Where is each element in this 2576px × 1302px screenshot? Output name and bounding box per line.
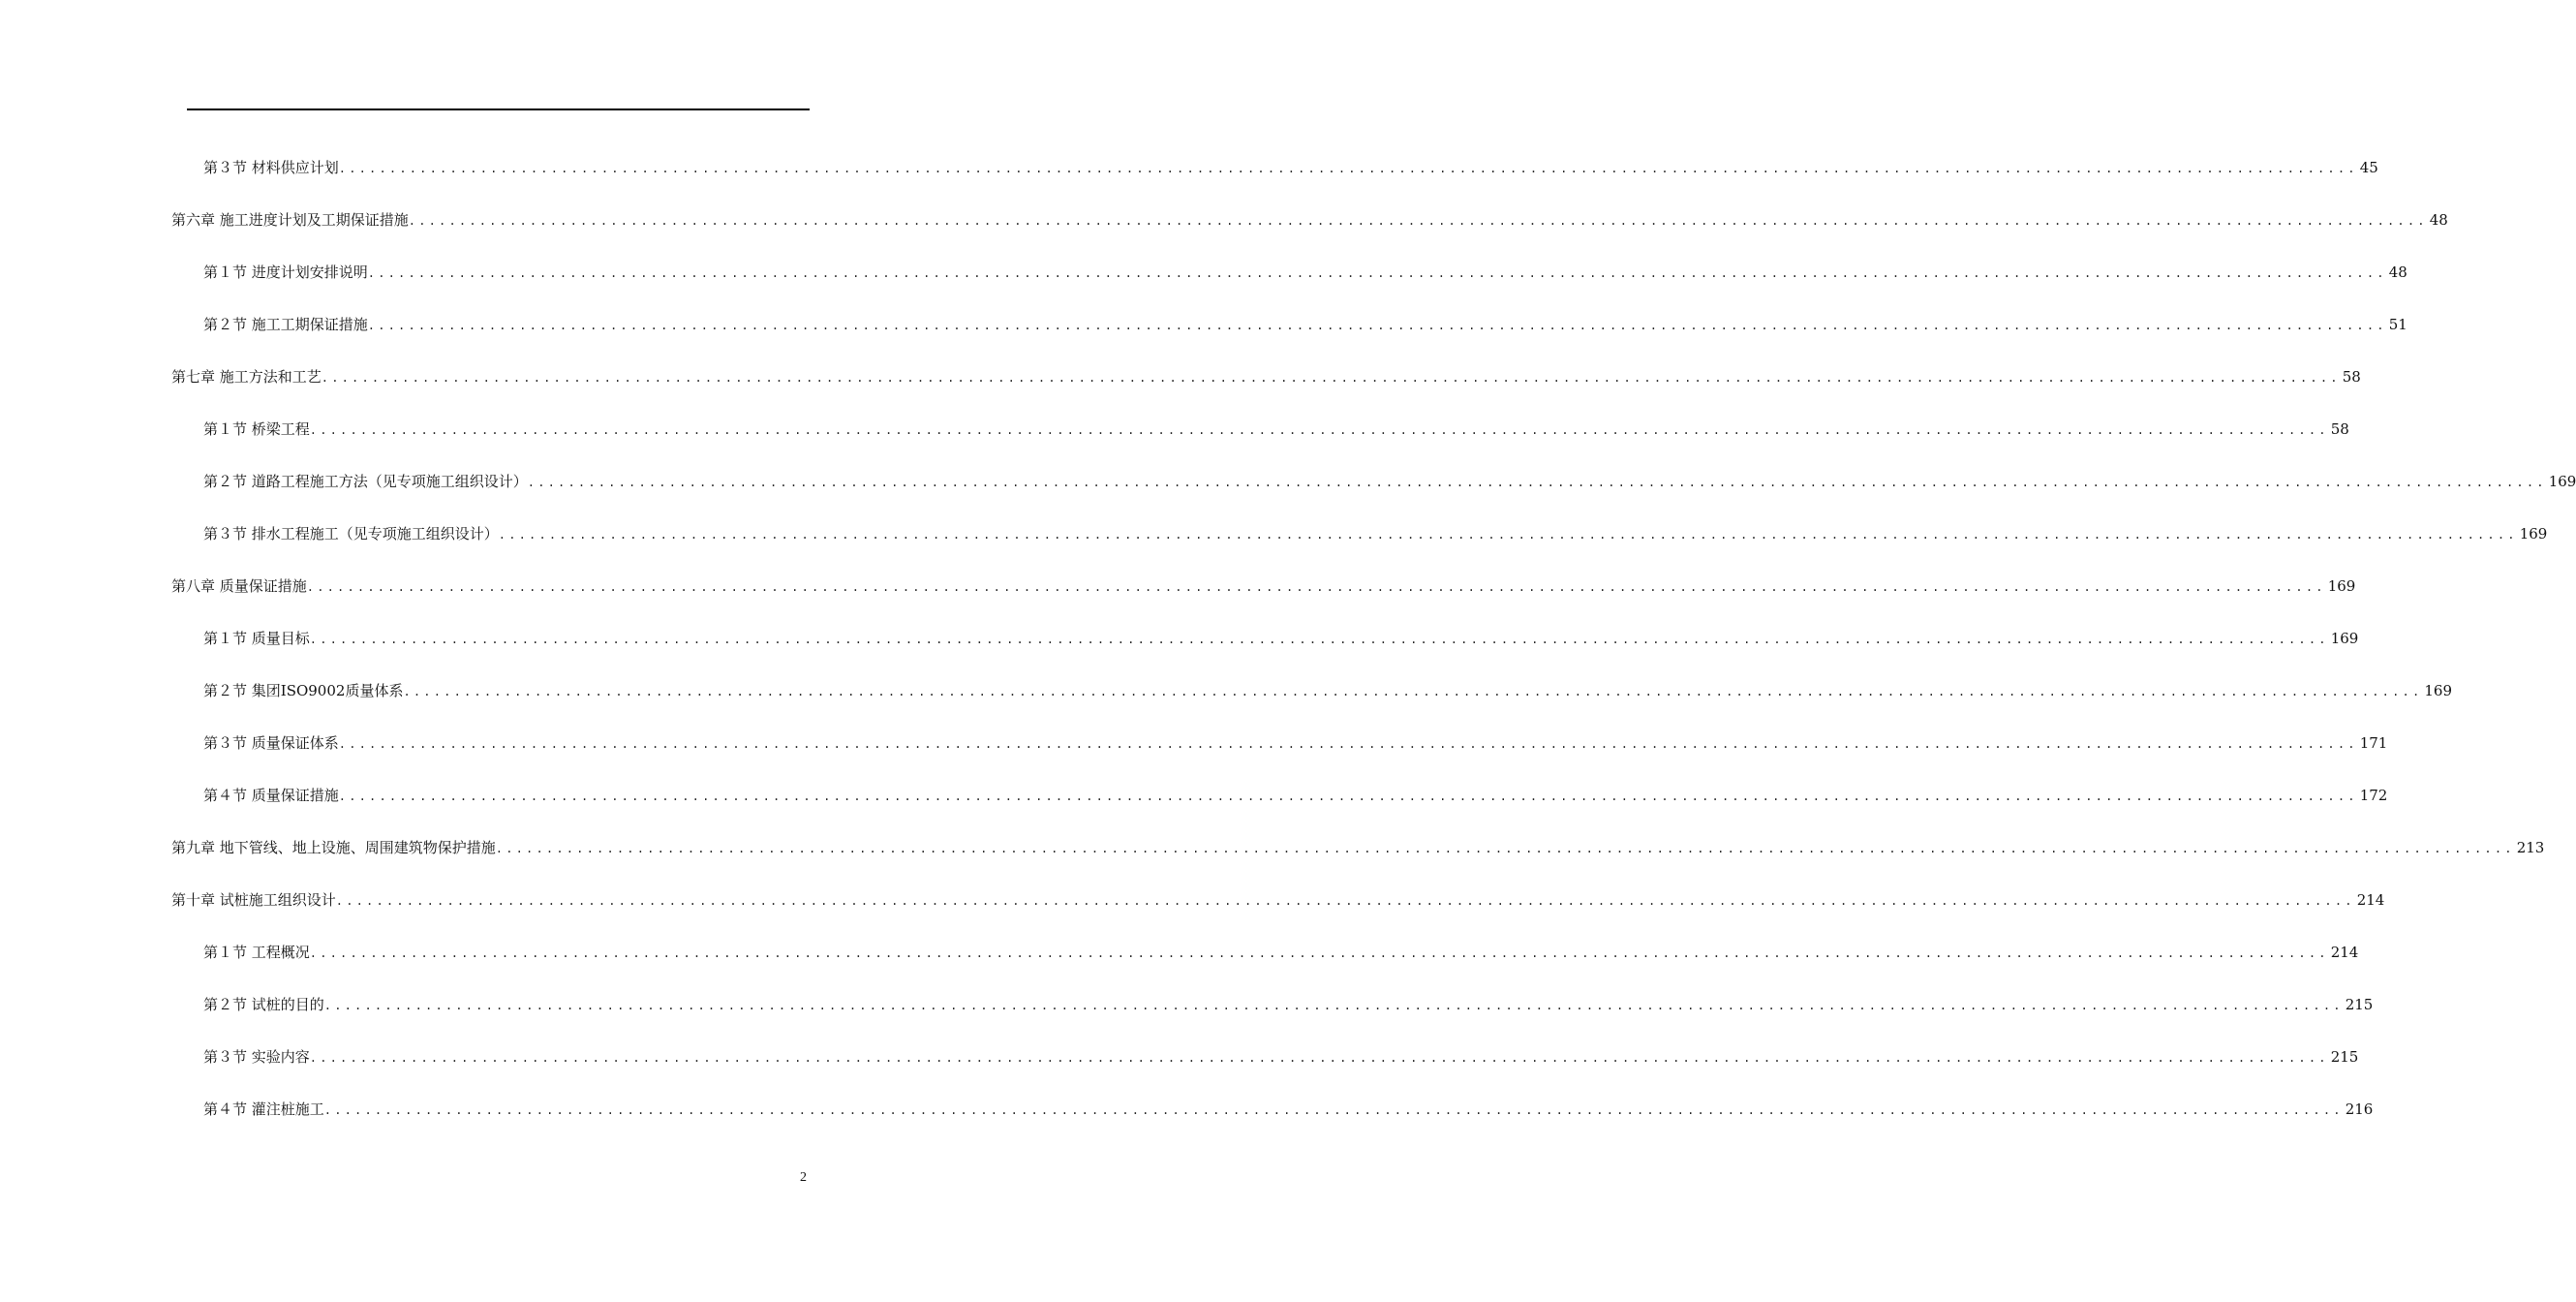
toc-entry-page: 58 xyxy=(2330,420,2349,438)
toc-entry-title: 第六章 施工进度计划及工期保证措施 xyxy=(171,211,409,229)
toc-entry-title: 第３节 排水工程施工（见专项施工组织设计） xyxy=(203,525,499,542)
toc-entry-title: 第七章 施工方法和工艺 xyxy=(171,368,322,386)
toc-dot-leader: ........................................................................................................................................................................................................ xyxy=(323,999,2344,1012)
toc-section-entry[interactable] xyxy=(203,627,2359,650)
toc-dot-leader: ........................................................................................................................................................................................................ xyxy=(309,423,2329,437)
toc-entry-page: 169 xyxy=(2519,525,2548,542)
toc-dot-leader: ........................................................................................................................................................................................................ xyxy=(527,476,2547,489)
toc-dot-leader: ........................................................................................................................................................................................................ xyxy=(367,266,2387,280)
toc-dot-leader: ........................................................................................................................................................................................................ xyxy=(338,790,2358,803)
toc-dot-leader: ........................................................................................................................................................................................................ xyxy=(338,162,2358,175)
toc-section-entry[interactable] xyxy=(203,261,2407,284)
toc-entry-page: 172 xyxy=(2359,787,2388,804)
toc-entry-page: 216 xyxy=(2345,1100,2374,1118)
toc-dot-leader: ........................................................................................................................................................................................................ xyxy=(309,946,2329,960)
toc-entry-page: 169 xyxy=(2330,630,2359,647)
toc-entry-page: 214 xyxy=(2330,944,2359,961)
toc-entry-page: 169 xyxy=(2424,682,2453,699)
toc-entry-page: 169 xyxy=(2327,577,2356,595)
toc-entry-page: 215 xyxy=(2345,996,2374,1013)
toc-entry-page: 213 xyxy=(2516,839,2545,856)
toc-chapter-entry[interactable] xyxy=(171,365,2361,388)
toc-entry-page: 51 xyxy=(2388,316,2407,333)
toc-chapter-entry[interactable] xyxy=(171,574,2356,598)
toc-section-entry[interactable] xyxy=(203,784,2388,807)
toc-section-entry[interactable] xyxy=(203,313,2407,336)
toc-section-entry[interactable] xyxy=(203,418,2349,441)
toc-entry-title: 第３节 质量保证体系 xyxy=(203,734,339,752)
toc-dot-leader: ........................................................................................................................................................................................................ xyxy=(495,842,2515,855)
toc-dot-leader: ........................................................................................................................................................................................................ xyxy=(338,737,2358,751)
toc-section-entry[interactable] xyxy=(203,156,2378,179)
toc-entry-page: 171 xyxy=(2359,734,2388,752)
toc-dot-leader: ........................................................................................................................................................................................................ xyxy=(309,633,2329,646)
toc-entry-page: 58 xyxy=(2342,368,2361,386)
toc-entry-page: 48 xyxy=(2388,264,2407,281)
toc-section-entry[interactable] xyxy=(203,522,2548,545)
toc-dot-leader: ........................................................................................................................................................................................................ xyxy=(367,319,2387,332)
toc-entry-page: 48 xyxy=(2429,211,2448,229)
toc-entry-title: 第３节 材料供应计划 xyxy=(203,159,339,176)
toc-chapter-entry[interactable] xyxy=(171,888,2385,912)
toc-section-entry[interactable] xyxy=(203,470,2576,493)
toc-entry-title: 第１节 工程概况 xyxy=(203,944,310,961)
toc-section-entry[interactable] xyxy=(203,1098,2374,1121)
toc-entry-page: 169 xyxy=(2548,473,2576,490)
toc-entry-title: 第４节 质量保证措施 xyxy=(203,787,339,804)
toc-section-entry[interactable] xyxy=(203,679,2453,702)
toc-entry-page: 45 xyxy=(2359,159,2378,176)
toc-entry-page: 214 xyxy=(2356,891,2385,909)
toc-section-entry[interactable] xyxy=(203,1045,2359,1069)
toc-section-entry[interactable] xyxy=(203,993,2374,1016)
toc-chapter-entry[interactable] xyxy=(171,836,2545,859)
toc-entry-title: 第４节 灌注桩施工 xyxy=(203,1100,324,1118)
toc-entry-page: 215 xyxy=(2330,1048,2359,1066)
toc-dot-leader: ........................................................................................................................................................................................................ xyxy=(323,1103,2344,1117)
toc-dot-leader: ........................................................................................................................................................................................................ xyxy=(321,371,2341,385)
toc-dot-leader: ........................................................................................................................................................................................................ xyxy=(408,214,2428,228)
toc-dot-leader: ........................................................................................................................................................................................................ xyxy=(309,1051,2329,1065)
toc-entry-title: 第２节 试桩的目的 xyxy=(203,996,324,1013)
toc-entry-title: 第八章 质量保证措施 xyxy=(171,577,307,595)
toc-entry-title: 第１节 桥梁工程 xyxy=(203,420,310,438)
toc-dot-leader: ........................................................................................................................................................................................................ xyxy=(335,894,2355,908)
toc-entry-title: 第１节 质量目标 xyxy=(203,630,310,647)
toc-entry-title: 第２节 施工工期保证措施 xyxy=(203,316,368,333)
toc-section-entry[interactable] xyxy=(203,941,2359,964)
toc-entry-title: 第２节 集团ISO9002质量体系 xyxy=(203,682,404,699)
header-rule xyxy=(187,108,810,110)
toc-dot-leader: ........................................................................................................................................................................................................ xyxy=(498,528,2518,542)
toc-section-entry[interactable] xyxy=(203,731,2388,755)
toc-entry-title: 第２节 道路工程施工方法（见专项施工组织设计） xyxy=(203,473,528,490)
toc-dot-leader: ........................................................................................................................................................................................................ xyxy=(403,685,2423,698)
toc-dot-leader: ........................................................................................................................................................................................................ xyxy=(306,580,2326,594)
toc-entry-title: 第十章 试桩施工组织设计 xyxy=(171,891,336,909)
toc-chapter-entry[interactable] xyxy=(171,208,2448,232)
toc-entry-title: 第九章 地下管线、地上设施、周围建筑物保护措施 xyxy=(171,839,496,856)
toc-entry-title: 第１节 进度计划安排说明 xyxy=(203,264,368,281)
toc-entry-title: 第３节 实验内容 xyxy=(203,1048,310,1066)
page-number: 2 xyxy=(800,1170,807,1185)
